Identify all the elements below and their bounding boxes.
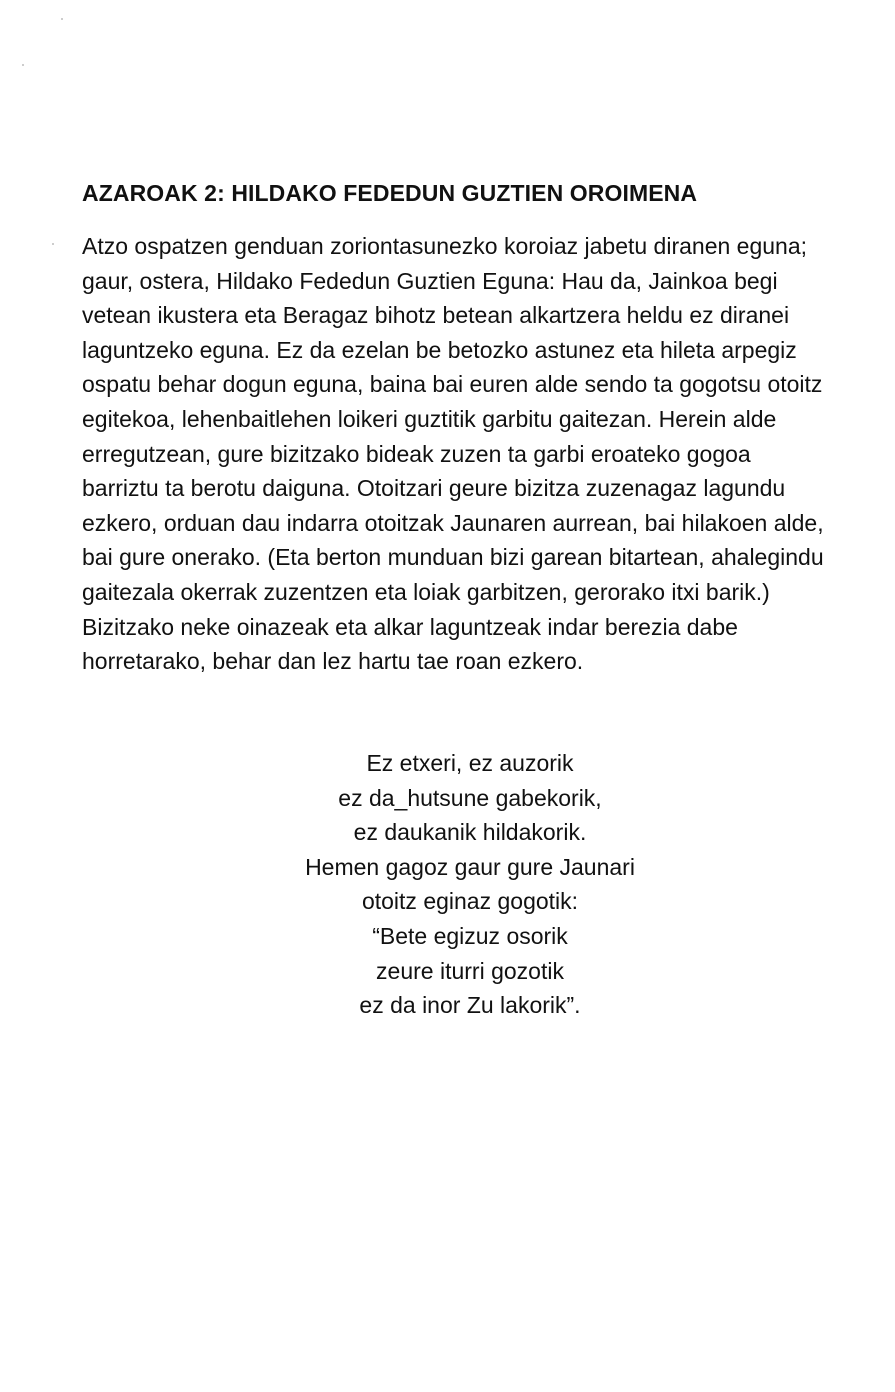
- scan-speck: [61, 18, 63, 20]
- paragraph-line: ospatu behar dogun eguna, baina bai euren alde sendo ta gogotsu otoitz: [82, 371, 823, 398]
- body-paragraph: [82, 229, 872, 679]
- verse-line: Ez etxeri, ez auzorik: [366, 750, 574, 776]
- paragraph-line: Atzo ospatzen genduan zoriontasunezko koroiaz jabetu diranen eguna;: [82, 233, 808, 259]
- paragraph-line: horretarako, behar dan lez hartu tae roan ezkero.: [82, 648, 584, 675]
- paragraph-line: gaur, ostera, Hildako Fededun Guztien Eguna: Hau da, Jainkoa begi: [82, 267, 778, 294]
- paragraph-line: erregutzean, gure bizitzako bideak zuzen ta garbi eroateko gogoa: [82, 440, 751, 467]
- poem-verse: [200, 746, 740, 1023]
- paragraph-line: barriztu ta berotu daiguna. Otoitzari geure bizitza zuzenagaz lagundu: [82, 475, 786, 502]
- verse-line: zeure iturri gozotik: [376, 957, 564, 984]
- verse-line: Hemen gagoz gaur gure Jaunari: [305, 853, 635, 880]
- paragraph-line: Bizitzako neke oinazeak eta alkar laguntzeak indar berezia dabe: [82, 613, 738, 640]
- verse-line: ez da_hutsune gabekorik,: [338, 784, 602, 811]
- paragraph-line: gaitezala okerrak zuzentzen eta loiak garbitzen, gerorako itxi barik.): [82, 578, 770, 605]
- paragraph-line: egitekoa, lehenbaitlehen loikeri guztitik garbitu gaitezan. Herein alde: [82, 405, 777, 432]
- verse-line: ez da inor Zu lakorik”.: [359, 992, 581, 1019]
- scan-speck: [52, 243, 54, 245]
- verse-line: otoitz eginaz gogotik:: [361, 888, 579, 915]
- scan-speck: [22, 64, 24, 66]
- page-title: AZAROAK 2: HILDAKO FEDEDUN GUZTIEN OROIMENA: [82, 180, 698, 206]
- paragraph-line: laguntzeko eguna. Ez da ezelan be betozko astunez eta hileta arpegiz: [82, 336, 797, 363]
- paragraph-line: vetean ikustera eta Beragaz bihotz betean alkartzera heldu ez diranei: [82, 302, 790, 329]
- verse-line: “Bete egizuz osorik: [372, 922, 568, 949]
- verse-line: ez daukanik hildakorik.: [353, 819, 587, 846]
- paragraph-line: bai gure onerako. (Eta berton munduan bizi garean bitartean, ahalegindu: [82, 544, 824, 571]
- paragraph-line: ezkero, orduan dau indarra otoitzak Jaunaren aurrean, bai hilakoen alde,: [82, 509, 824, 536]
